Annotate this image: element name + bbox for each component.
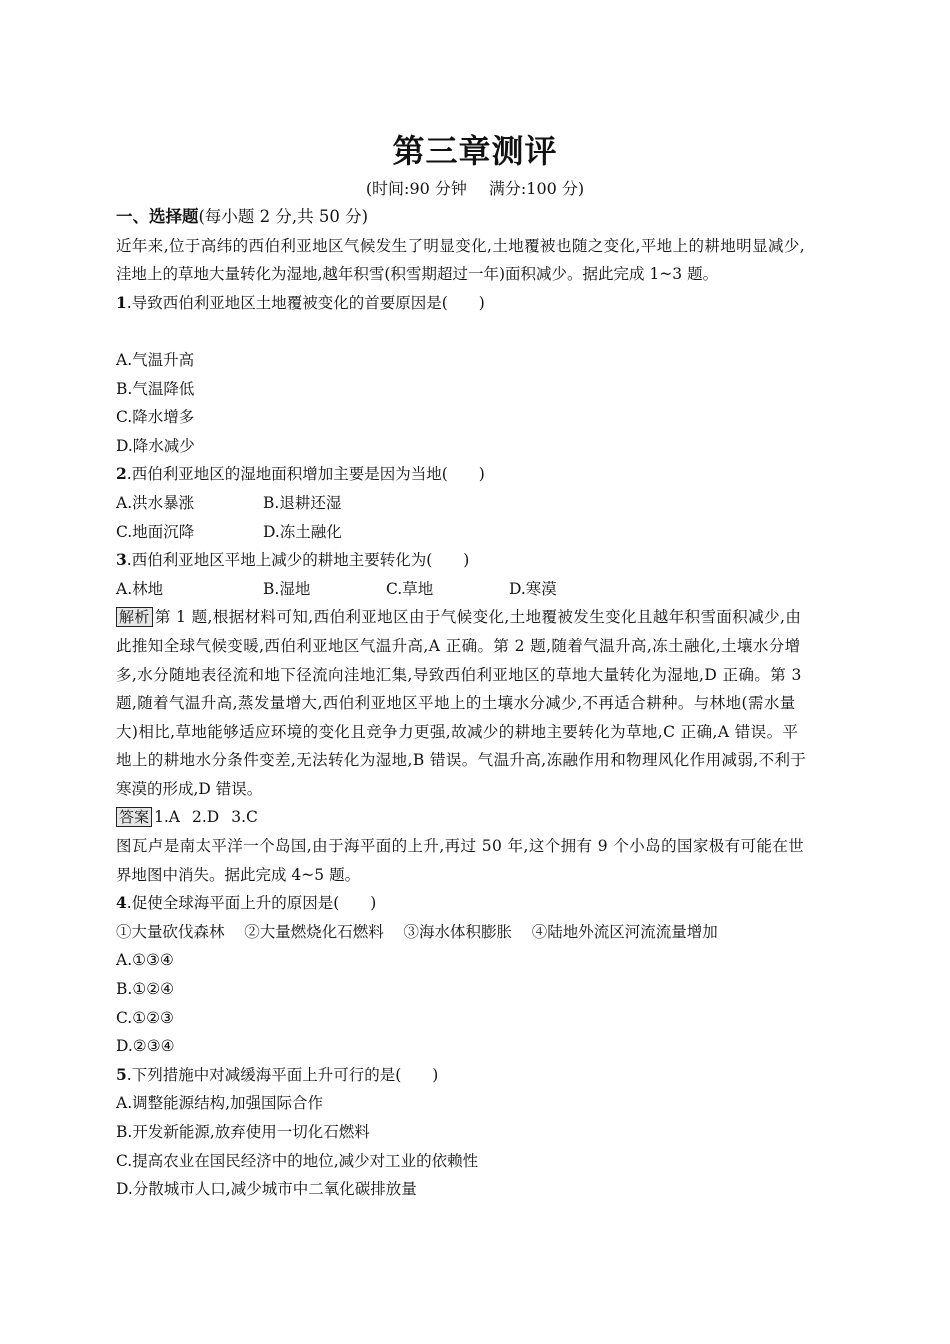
section-note: (每小题 2 分,共 50 分) [198,207,369,226]
exam-content [116,203,838,1204]
analysis-line: 地上的耕地水分条件变差,无法转化为湿地,B 错误。气温升高,冻融作用和物理风化作用减弱,不利于 [116,751,807,770]
statement-item: ③海水体积膨胀 [403,922,512,941]
option-a[interactable]: A.林地 [116,579,164,598]
question-4-stem [116,889,838,918]
option-a[interactable]: A.洪水暴涨 [116,493,195,512]
option-c[interactable]: C.①②③ [116,1008,174,1027]
option-b[interactable]: B.①②④ [116,980,175,999]
material-1-line: 近年来,位于高纬的西伯利亚地区气候发生了明显变化,土地覆被也随之变化,平地上的耕地明显减少, [116,236,806,255]
analysis-line: 寒漠的形成,D 错误。 [116,779,263,798]
statement-list [116,918,838,947]
analysis-text: 第 1 题,根据材料可知,西伯利亚地区由于气候变化,土地覆被发生变化且越年积雪面积减少,由 [154,608,802,627]
option-d[interactable]: D.寒漠 [509,579,557,598]
exam-info [0,176,950,199]
question-number: 1 [116,292,127,312]
full-score: 满分:100 分) [488,179,585,198]
question-2-stem [116,460,838,489]
analysis-tag: 解析 [116,607,153,627]
statement-item: ②大量燃烧化石燃料 [244,922,384,941]
analysis-line: 多,水分随地表径流和地下径流向洼地汇集,导致西伯利亚地区的草地大量转化为湿地,D 正确。第 3 [116,665,802,684]
answer-space [116,317,838,346]
question-text: .下列措施中对减缓海平面上升可行的是( ) [126,1065,439,1084]
analysis-line: 题,随着气温升高,蒸发量增大,西伯利亚地区平地上的土壤水分减少,不再适合耕种。与林地(需水量 [116,694,796,713]
time-limit: (时间:90 分钟 [365,179,467,198]
option-c[interactable]: C.提高农业在国民经济中的地位,减少对工业的依赖性 [116,1151,479,1170]
option-d[interactable]: D.降水减少 [116,436,195,455]
analysis-line: 此推知全球气候变暖,西伯利亚地区气温升高,A 正确。第 2 题,随着气温升高,冻土融化,土壤水分增 [116,636,801,655]
option-a[interactable]: A.①③④ [116,951,174,970]
option-b[interactable]: B.开发新能源,放弃使用一切化石燃料 [116,1123,370,1141]
material-2-line: 界地图中消失。据此完成 4~5 题。 [116,865,361,884]
answer-1: 1.A [154,808,180,827]
statement-item: ④陆地外流区河流流量增加 [531,922,718,941]
section-heading [116,203,838,232]
options-row [116,575,838,604]
answer-tag: 答案 [116,807,152,827]
option-d[interactable]: D.②③④ [116,1037,175,1056]
option-c[interactable]: C.草地 [386,579,434,598]
option-b[interactable]: B.气温降低 [116,379,195,398]
statement-item: ①大量砍伐森林 [116,922,225,941]
answer-2: 2.D [192,808,220,827]
option-b[interactable]: B.退耕还湿 [263,493,342,512]
option-a[interactable]: A.气温升高 [116,350,195,369]
question-1-stem [116,289,838,318]
question-5-stem [116,1061,838,1090]
material-1-line: 洼地上的草地大量转化为湿地,越年积雪(积雪期超过一年)面积减少。据此完成 1~3 题。 [116,265,719,284]
question-number: 5 [116,1064,127,1084]
option-d[interactable]: D.分散城市人口,减少城市中二氧化碳排放量 [116,1180,417,1199]
option-d[interactable]: D.冻土融化 [263,522,342,541]
options-row [116,518,838,547]
question-text: .促使全球海平面上升的原因是( ) [126,894,377,913]
option-b[interactable]: B.湿地 [263,579,311,598]
question-3-stem [116,546,838,575]
question-number: 4 [116,893,127,913]
option-a[interactable]: A.调整能源结构,加强国际合作 [116,1094,324,1113]
material-2-line: 图瓦卢是南太平洋一个岛国,由于海平面的上升,再过 50 年,这个拥有 9 个小岛的国家极有可能在世 [116,837,805,856]
question-text: .导致西伯利亚地区土地覆被变化的首要原因是( ) [126,293,485,312]
analysis-line: 大)相比,草地能够适应环境的变化且竞争力更强,故减少的耕地主要转化为草地,C 正确,A 错误。平 [116,722,799,741]
question-text: .西伯利亚地区的湿地面积增加主要是因为当地( ) [126,465,485,484]
question-number: 3 [116,550,127,570]
answer-line [116,803,838,832]
question-text: .西伯利亚地区平地上减少的耕地主要转化为( ) [126,551,470,570]
answer-3: 3.C [231,808,258,827]
page-title: 第三章测评 [392,132,558,170]
option-c[interactable]: C.地面沉降 [116,522,195,541]
question-number: 2 [116,464,127,484]
section-title: 一、选择题 [116,207,199,226]
option-c[interactable]: C.降水增多 [116,408,195,427]
options-row [116,489,838,518]
analysis-line [116,603,838,632]
